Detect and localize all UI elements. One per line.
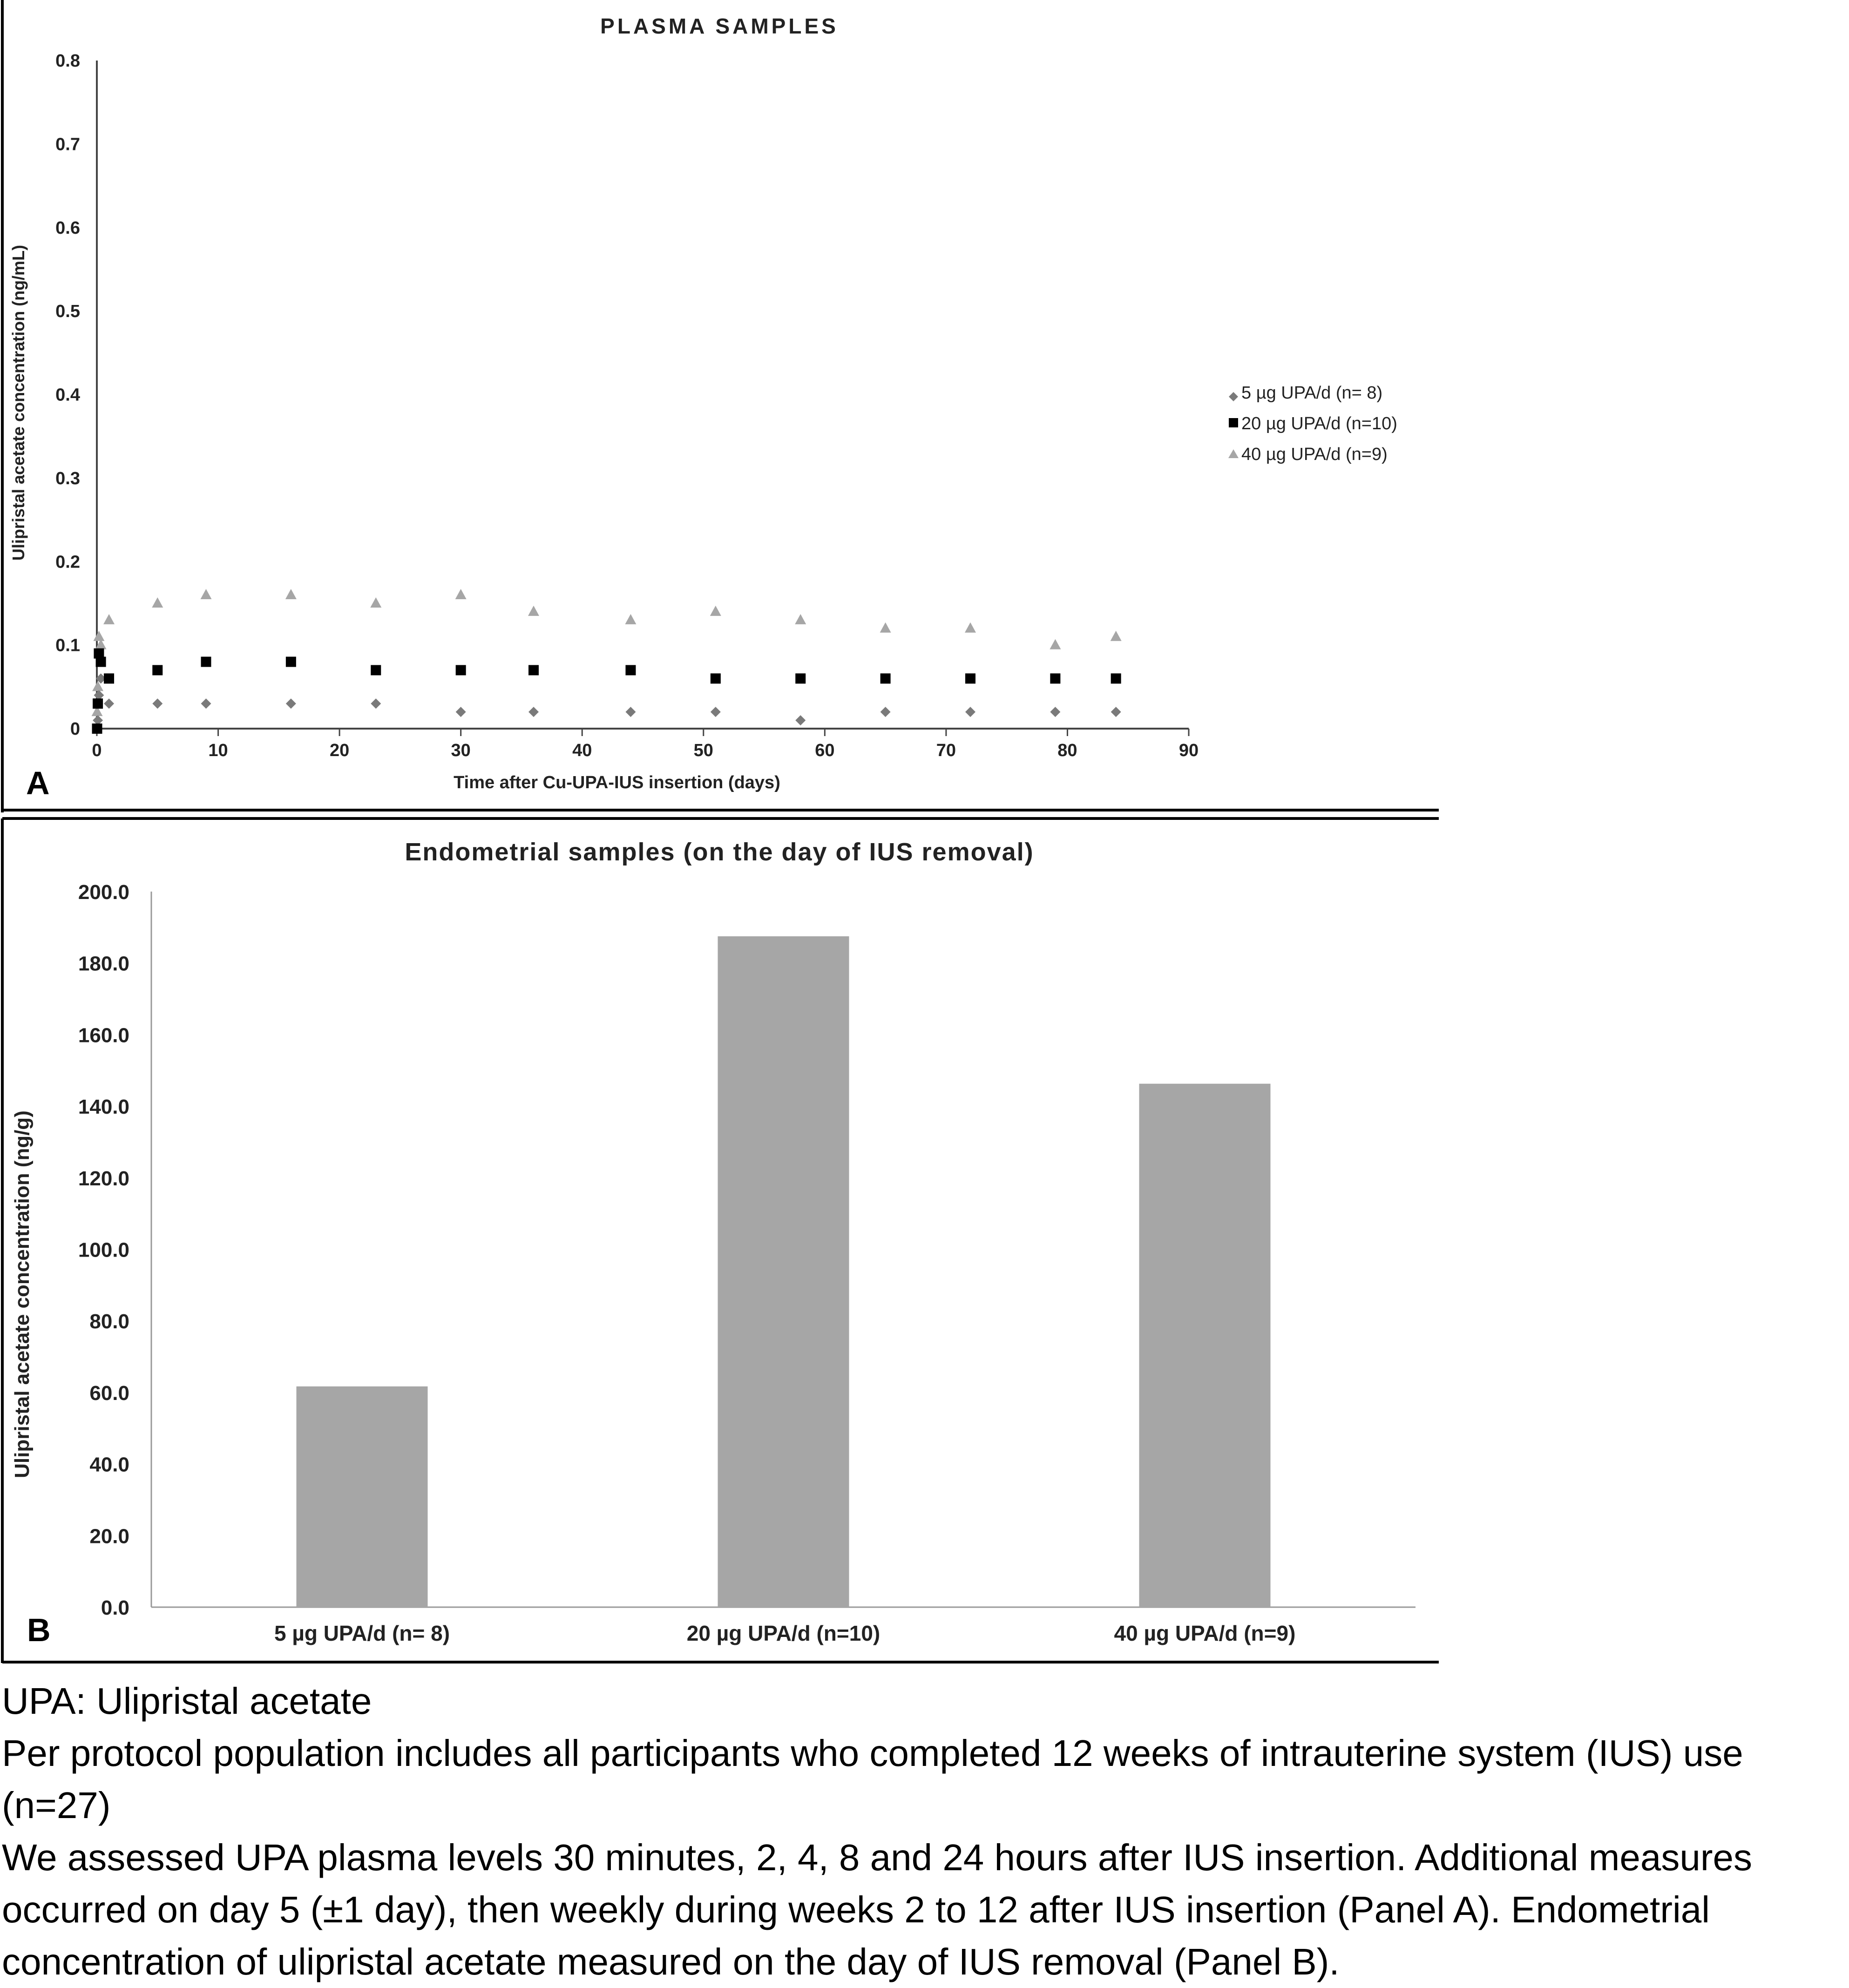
chart-b-y-axis-label: Ulipristal acetate concentration (ng/g): [11, 1110, 34, 1478]
x-tick-label: 20 µg UPA/d (n=10): [686, 1621, 880, 1645]
point-square: [528, 665, 539, 675]
point-triangle: [625, 614, 636, 624]
point-square: [152, 665, 163, 675]
point-square: [880, 673, 891, 683]
y-tick-label: 0.0: [101, 1596, 129, 1619]
chart-b-title: Endometrial samples (on the day of IUS removal): [405, 838, 1034, 866]
x-tick-label: 90: [1178, 741, 1199, 760]
point-diamond: [880, 707, 891, 717]
point-diamond: [1111, 707, 1121, 717]
y-tick-label: 40.0: [89, 1453, 129, 1476]
x-tick-label: 40 µg UPA/d (n=9): [1114, 1621, 1296, 1645]
point-triangle: [93, 631, 104, 641]
chart-a-y-axis-label: Ulipristal acetate concentration (ng/mL): [9, 244, 28, 561]
chart-a-data-points: [92, 589, 1122, 734]
x-tick-label: 40: [572, 741, 592, 760]
point-square: [711, 673, 721, 683]
point-square: [625, 665, 636, 675]
point-diamond: [625, 707, 636, 717]
x-tick-label: 60: [815, 741, 835, 760]
x-tick-label: 20: [329, 741, 350, 760]
point-square: [456, 665, 466, 675]
point-square: [371, 665, 381, 675]
y-tick-label: 0.5: [55, 302, 80, 322]
point-triangle: [1050, 639, 1061, 649]
y-tick-label: 0.8: [55, 51, 80, 71]
note-population: Per protocol population includes all participants who completed 12 weeks of intrauterine system (IUS) use (n=27): [2, 1732, 1743, 1826]
point-diamond: [456, 707, 466, 717]
point-triangle: [528, 606, 539, 616]
point-diamond: [795, 715, 806, 725]
y-tick-label: 100.0: [78, 1238, 129, 1262]
bar: [1139, 1084, 1271, 1607]
series-square: [92, 649, 1121, 734]
y-tick-label: 20.0: [89, 1525, 129, 1548]
y-tick-label: 60.0: [89, 1381, 129, 1405]
point-square: [965, 673, 975, 683]
point-triangle: [880, 622, 891, 633]
legend-label-40ug: 40 µg UPA/d (n=9): [1241, 445, 1388, 464]
chart-a-legend: [1228, 383, 1397, 464]
y-tick-label: 140.0: [78, 1095, 129, 1119]
point-square: [92, 724, 102, 734]
point-triangle: [152, 597, 163, 608]
point-square: [96, 657, 106, 667]
point-square: [795, 673, 806, 683]
note-methods: We assessed UPA plasma levels 30 minutes, 2, 4, 8 and 24 hours after IUS insertion. Additional measures occurred on day 5 (±1 day), then weekly during weeks 2 to 12 after IUS insertion (Panel A). Endometrial concentration of ulipristal acetate measured on the day of IUS removal (Panel B).: [2, 1837, 1753, 1982]
x-tick-label: 10: [208, 741, 228, 760]
y-tick-label: 120.0: [78, 1167, 129, 1190]
y-tick-label: 0.1: [55, 636, 80, 656]
y-tick-label: 0.2: [55, 552, 80, 572]
chart-a-title: PLASMA SAMPLES: [600, 14, 839, 38]
plasma-chart: [9, 14, 1397, 801]
point-diamond: [201, 698, 211, 709]
y-tick-label: 200.0: [78, 881, 129, 904]
x-tick-label: 50: [693, 741, 713, 760]
point-square: [104, 673, 114, 683]
x-tick-label: 80: [1057, 741, 1077, 760]
point-triangle: [201, 589, 212, 599]
point-diamond: [1050, 707, 1060, 717]
point-triangle: [103, 614, 115, 624]
point-triangle: [455, 589, 467, 599]
point-diamond: [371, 698, 381, 709]
y-tick-label: 0.3: [55, 468, 80, 488]
chart-b-bars: [297, 936, 1271, 1607]
chart-b-y-ticks: [78, 881, 129, 1619]
y-tick-label: 160.0: [78, 1024, 129, 1047]
point-diamond: [965, 707, 975, 717]
point-triangle: [710, 606, 721, 616]
note-abbreviation: UPA: Ulipristal acetate: [2, 1680, 372, 1722]
x-tick-label: 5 µg UPA/d (n= 8): [274, 1621, 450, 1645]
chart-a-x-axis-label: Time after Cu-UPA-IUS insertion (days): [454, 773, 780, 792]
point-square: [1111, 673, 1121, 683]
point-diamond: [711, 707, 721, 717]
x-tick-label: 30: [451, 741, 471, 760]
point-square: [286, 657, 296, 667]
point-diamond: [286, 698, 296, 709]
chart-b-x-tick-labels: [274, 1621, 1295, 1645]
point-diamond: [104, 698, 114, 709]
legend-label-5ug: 5 µg UPA/d (n= 8): [1241, 383, 1383, 403]
legend-marker-20ug: [1229, 418, 1238, 427]
legend-marker-40ug: [1228, 449, 1239, 458]
x-tick-label: 0: [92, 741, 102, 760]
chart-a-y-ticks: [55, 51, 80, 739]
bar: [718, 936, 849, 1607]
panel-a-letter: A: [26, 765, 50, 801]
point-triangle: [965, 622, 976, 633]
legend-marker-5ug: [1229, 392, 1238, 401]
legend-label-20ug: 20 µg UPA/d (n=10): [1241, 414, 1397, 433]
x-tick-label: 70: [936, 741, 956, 760]
y-tick-label: 0: [70, 719, 80, 739]
y-tick-label: 0.4: [55, 385, 80, 405]
point-triangle: [285, 589, 297, 599]
point-square: [93, 698, 103, 709]
figure-notes: [2, 1675, 1846, 1988]
endometrial-chart: [11, 838, 1416, 1648]
point-triangle: [795, 614, 806, 624]
bar: [297, 1386, 428, 1607]
point-square: [201, 657, 211, 667]
point-triangle: [370, 597, 381, 608]
panel-b-letter: B: [27, 1612, 51, 1648]
y-tick-label: 0.7: [55, 135, 80, 155]
point-triangle: [1111, 631, 1122, 641]
series-triangle: [92, 589, 1122, 716]
point-diamond: [152, 698, 163, 709]
chart-a-x-ticks: [92, 729, 1199, 760]
point-diamond: [528, 707, 539, 717]
point-square: [1050, 673, 1060, 683]
y-tick-label: 180.0: [78, 952, 129, 975]
y-tick-label: 0.6: [55, 218, 80, 238]
y-tick-label: 80.0: [89, 1310, 129, 1333]
